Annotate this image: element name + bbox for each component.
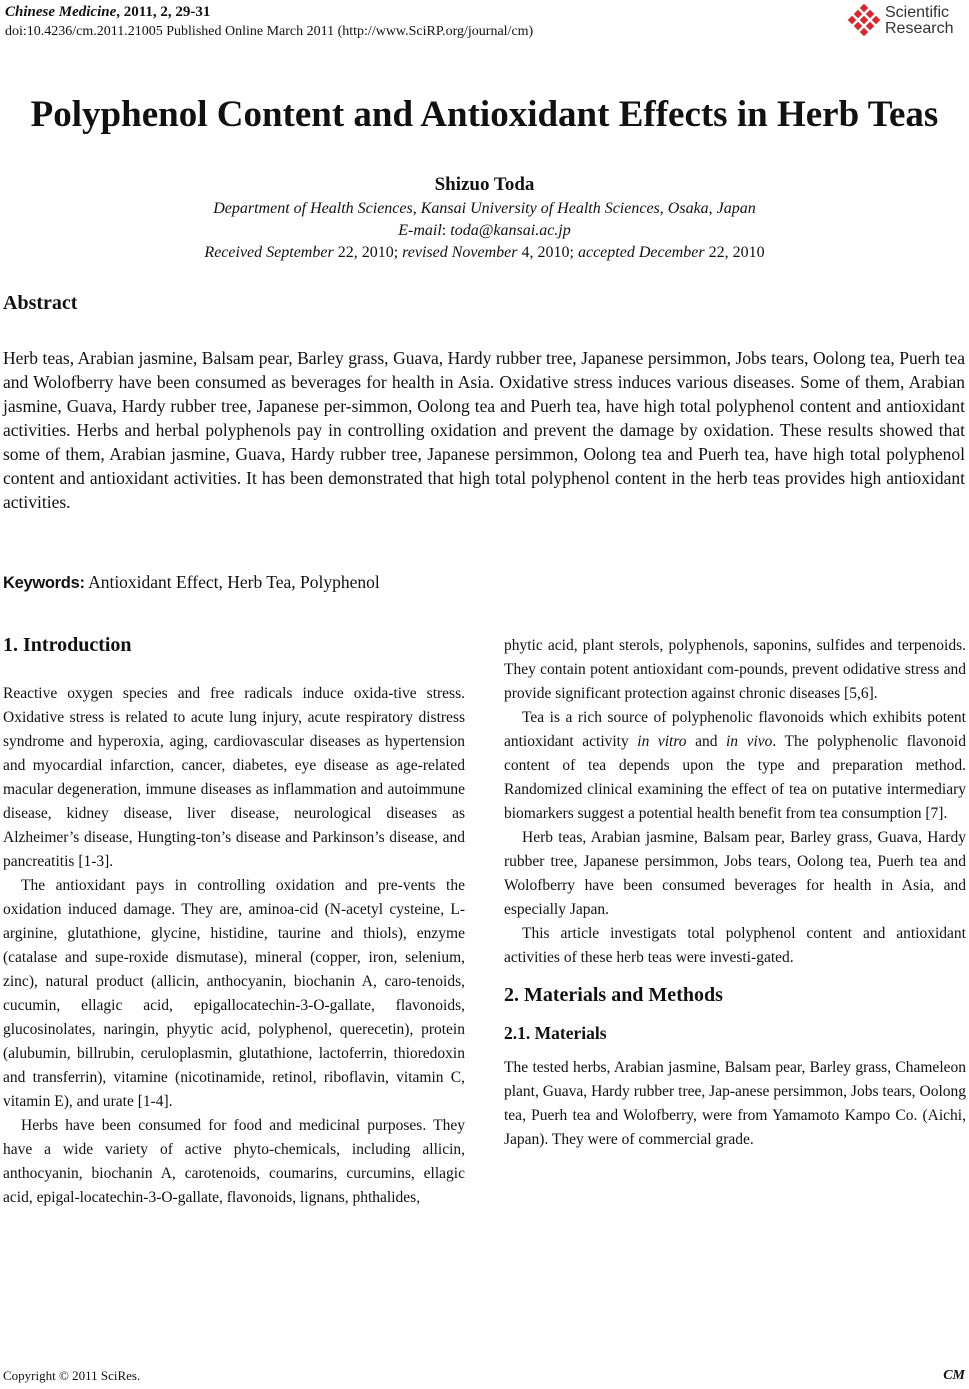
p2-and: and — [686, 733, 726, 750]
received-date: 22, 2010; — [333, 244, 403, 261]
email-address[interactable]: toda@kansai.ac.jp — [450, 222, 571, 239]
affil-sep: , — [412, 200, 421, 217]
email-sep: : — [441, 222, 451, 239]
dates-line — [0, 242, 969, 264]
right-paragraph-1: phytic acid, plant sterols, polyphenols, saponins, sulfides and terpenoids. They contain potent antioxidant com-pounds, prevent odidative stress and provide significant protection against chronic diseases [5,6]. — [504, 637, 966, 702]
journal-header — [5, 2, 533, 42]
p2-text-b: . The polyphenolic flavonoid content of tea depends upon the type and preparation method. Randomized clinical examining the effect of tea on putative intermediary biomarkers suggest a potential health benefit from tea consumption [7]. — [504, 733, 966, 822]
paper-title: Polyphenol Content and Antioxidant Effects in Herb Teas — [30, 94, 939, 135]
logo-line-1: Scientific — [885, 4, 950, 21]
affil-country: Japan — [716, 200, 756, 217]
right-paragraph-4: This article investigats total polyphenol content and antioxidant activities of these herb teas were investi-gated. — [504, 925, 966, 966]
keywords-line — [3, 572, 380, 593]
intro-paragraph-3: Herbs have been consumed for food and medicinal purposes. They have a wide variety of active phyto-chemicals, including allicin, anthocyanin, biochanin A, carotenoids, coumarins, curcumins, ellagic acid, epigal-locatechin-3-O-gallate, flavonoids, lignans, phthalides, — [3, 1117, 465, 1206]
received-label: Received September — [204, 244, 334, 261]
materials-paragraph: The tested herbs, Arabian jasmine, Balsam pear, Barley grass, Chameleon plant, Guava, Hardy rubber tree, Jap-anese persimmon, Jobs tears, Oolong tea, Puerh tea and Wolofberry, were from Yamamoto Kampo Co. (Aichi, Japan). They were of commercial grade. — [504, 1059, 966, 1148]
right-column — [504, 634, 966, 1152]
p2-in-vivo: in vivo — [725, 733, 773, 750]
abstract-text: Herb teas, Arabian jasmine, Balsam pear, Barley grass, Guava, Hardy rubber tree, Japanese persimmon, Jobs tears, Oolong tea, Puerh tea and Wolofberry have been consumed as beverages for health in Asia. Oxidative stress induces various diseases. Some of them, Arabian jasmine, Guava, Hardy rubber tree, Japanese per-simmon, Oolong tea and Puerh tea, have high total polyphenol content and antioxidant activities. Herbs and herbal polyphenols pay in controlling oxidation and prevent the damage by oxidation. These results showed that some of them, Arabian jasmine, Guava, Hardy rubber tree, Japanese persimmon, Oolong tea and Puerh tea, have high total polyphenol content and antioxidant activities. It has been demonstrated that high total polyphenol content in the herb teas provides high antioxidant activities. — [3, 348, 965, 512]
revised-label: revised November — [402, 244, 518, 261]
abstract-heading: Abstract — [3, 292, 78, 314]
intro-paragraph-2: The antioxidant pays in controlling oxidation and pre-vents the oxidation induced damage. They are, aminoa-cid (N-acetyl cysteine, L-arginine, glutathione, glycine, histidine, taurine and thiols), enzyme (catalase and supe-roxide dismutase), mineral (copper, iron, selenium, zinc), natural product (allicin, anthocyanin, biochanin A, caro-tenoids, cucumin, ellagic acid, epigallocatechin-3-O-gallate, flavonoids, glucosinolates, naringin, phyytic acid, polyphenol, querecetin), protein (alubumin, billrubin, ceruloplasmin, glutathione, lactoferrin, thioredoxin and transferrin), vitamine (nicotinamide, retinol, riboflavin, vitamin C, vitamin E), and urate [1-4]. — [3, 877, 465, 1110]
journal-name: Chinese Medicine — [5, 4, 117, 20]
journal-abbr: CM — [943, 1368, 965, 1383]
affil-sep: , — [708, 200, 717, 217]
keywords-label: Keywords: — [3, 574, 85, 592]
journal-citation: , 2011, 2, 29-31 — [116, 4, 211, 20]
affil-sep: , — [659, 200, 668, 217]
publisher-logo — [847, 2, 965, 40]
revised-date: 4, 2010; — [517, 244, 578, 261]
accepted-date: 22, 2010 — [704, 244, 765, 261]
left-column — [3, 630, 465, 1210]
email-label: E-mail — [398, 222, 442, 239]
accepted-label: accepted December — [577, 244, 705, 261]
affil-univ: Kansai University of Health Sciences — [420, 200, 660, 217]
right-paragraph-3: Herb teas, Arabian jasmine, Balsam pear, Barley grass, Guava, Hardy rubber tree, Japanese persimmon, Jobs tears, Oolong tea, Puerh tea and Wolofberry have been consumed beverages for health in Asia, and especially Japan. — [504, 829, 966, 918]
logo-line-2: Research — [885, 20, 954, 37]
email-line — [0, 220, 969, 242]
p2-text-a: Tea is a rich source of polyphenolic flavonoids which exhibits potent antioxidant activity — [504, 709, 966, 750]
methods-heading: 2. Materials and Methods — [504, 984, 723, 1006]
author-name: Shizuo Toda — [434, 174, 535, 195]
materials-heading: 2.1. Materials — [504, 1023, 607, 1043]
affil-dept: Department of Health Sciences — [213, 200, 413, 217]
p2-in-vitro: in vitro — [637, 733, 687, 750]
affiliation — [0, 198, 969, 220]
doi-line: doi:10.4236/cm.2011.21005 Published Online March 2011 (http://www.SciRP.org/journal/cm) — [5, 24, 534, 39]
scirp-logo-icon — [847, 3, 883, 39]
intro-heading: 1. Introduction — [3, 634, 132, 656]
copyright: Copyright © 2011 SciRes. — [3, 1368, 141, 1383]
affil-city: Osaka — [667, 200, 709, 217]
intro-paragraph-1: Reactive oxygen species and free radicals induce oxida-tive stress. Oxidative stress is related to acute lung injury, acute respiratory distress syndrome and hyperoxia, aging, cardiovascular diseases as hypertension and myocardial infarction, cancer, diabetes, eye disease as age-related macular degeneration, immune diseases as inflammation and autoimmune disease, kidney disease, liver disease, neurological diseases as Alzheimer’s disease, Hungting-ton’s disease and Parkinson’s disease, and pancreatitis [1-3]. — [3, 685, 465, 870]
right-paragraph-2 — [504, 706, 966, 826]
keywords-text: Antioxidant Effect, Herb Tea, Polyphenol — [84, 572, 380, 592]
